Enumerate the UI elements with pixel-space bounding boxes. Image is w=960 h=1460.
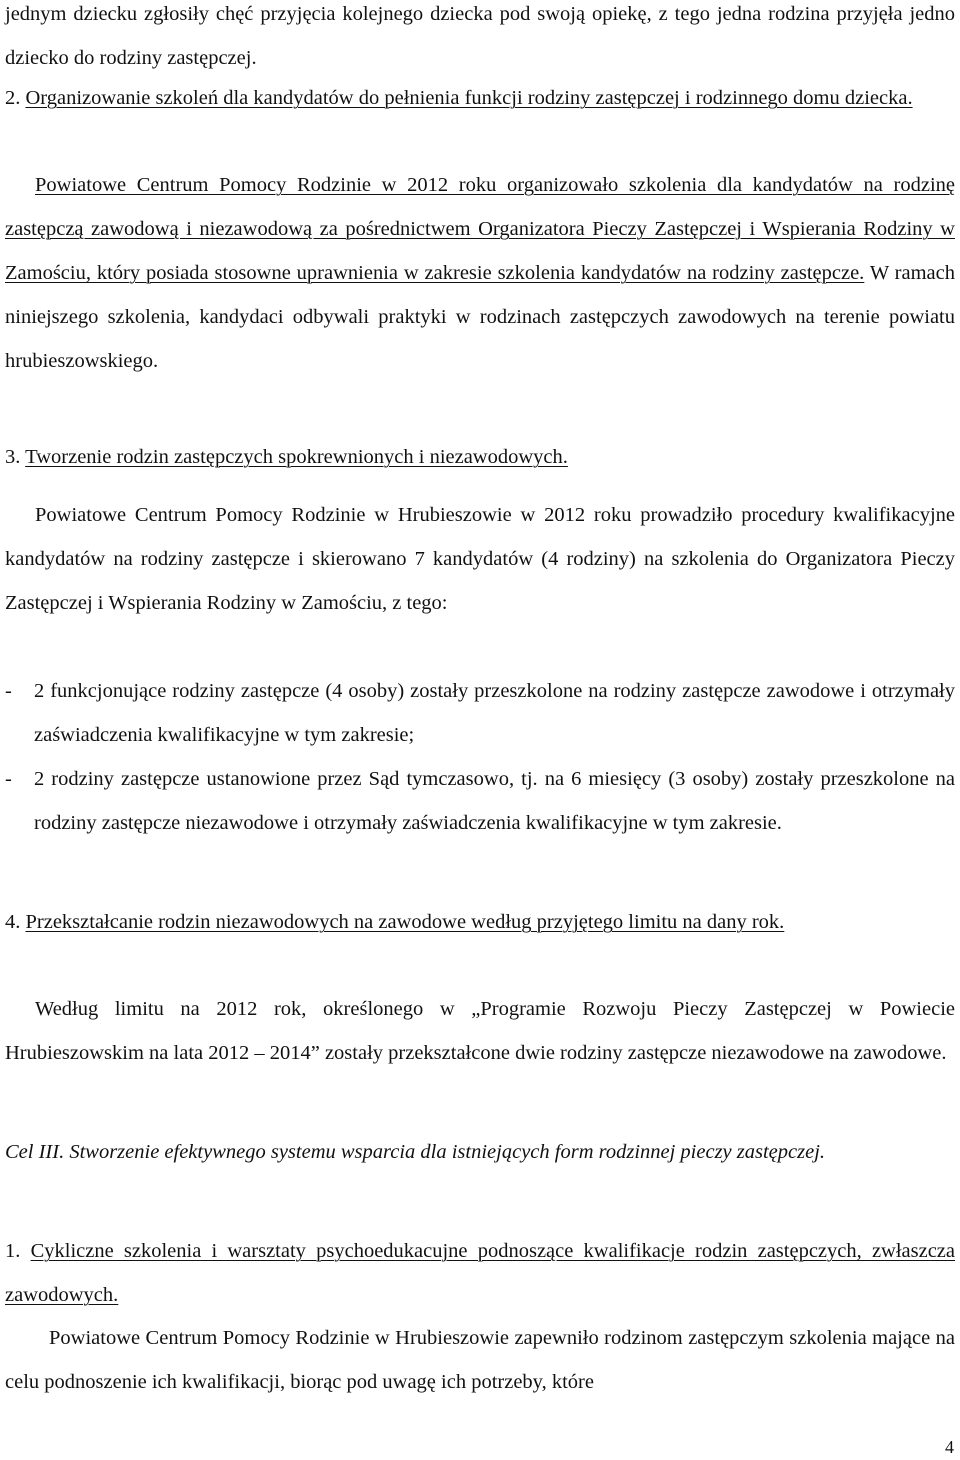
paragraph-training	[5, 163, 955, 383]
section-heading-1	[5, 1229, 955, 1317]
section-number-4: 4.	[5, 911, 26, 933]
list-item-1	[5, 669, 955, 757]
goal-heading: Cel III. Stworzenie efektywnego systemu wsparcia dla istniejących form rodzinnej pieczy zastępczej.	[5, 1141, 826, 1163]
section-number-1: 1.	[5, 1240, 31, 1262]
list-dash-2: -	[5, 768, 12, 790]
list-item-2	[5, 757, 955, 845]
section-title-1: Cykliczne szkolenia i warsztaty psychoedukacujne podnoszące kwalifikacje rodzin zastępczych, zwłaszcza zawodowych.	[5, 1240, 956, 1306]
paragraph-limit: Według limitu na 2012 rok, określonego w „Programie Rozwoju Pieczy Zastępczej w Powiecie Hrubieszowskim na lata 2012 – 2014” zostały przekształcone dwie rodziny zastępcze niezawodowe na zawodowe.	[5, 998, 955, 1064]
paragraph-training-rest: W ramach niniejszego szkolenia, kandydaci odbywali praktyki w rodzinach zastępczych zawodowych na terenie powiatu hrubieszowskiego.	[5, 262, 955, 372]
section-heading-2	[5, 76, 955, 120]
list-dash-1: -	[5, 680, 12, 702]
section-number-3: 3.	[5, 446, 26, 468]
list-item-2-text: 2 rodziny zastępcze ustanowione przez Sąd tymczasowo, tj. na 6 miesięcy (3 osoby) zostały przeszkolone na rodziny zastępcze niezawodowe i otrzymały zaświadczenia kwalifikacyjne w tym zakresie.	[34, 768, 955, 834]
section-title-2: Organizowanie szkoleń dla kandydatów do pełnienia funkcji rodziny zastępczej i rodzinnego domu dziecka.	[25, 87, 913, 109]
paragraph-intro: jednym dziecku zgłosiły chęć przyjęcia kolejnego dziecka pod swoją opiekę, z tego jedna rodzina przyjęła jedno dziecko do rodziny zastępczej.	[5, 3, 955, 69]
section-title-4: Przekształcanie rodzin niezawodowych na zawodowe według przyjętego limitu na dany rok.	[25, 911, 785, 933]
section-heading-3	[5, 435, 955, 479]
paragraph-workshops: Powiatowe Centrum Pomocy Rodzinie w Hrubieszowie zapewniło rodzinom zastępczym szkolenia mające na celu podnoszenie ich kwalifikacji, biorąc pod uwagę ich potrzeby, które	[5, 1327, 955, 1393]
page-number: 4	[945, 1437, 954, 1457]
paragraph-procedures: Powiatowe Centrum Pomocy Rodzinie w Hrubieszowie w 2012 roku prowadziło procedury kwalifikacyjne kandydatów na rodziny zastępcze i skierowano 7 kandydatów (4 rodziny) na szkolenia do Organizatora Pieczy Zastępczej i Wspierania Rodziny w Zamościu, z tego:	[5, 504, 955, 614]
section-number-2: 2.	[5, 87, 26, 109]
paragraph-training-underlined: Powiatowe Centrum Pomocy Rodzinie w 2012 roku organizowało szkolenia dla kandydatów na rodzinę zastępczą zawodową i niezawodową za pośrednictwem Organizatora Pieczy Zastępczej i Wspierania Rodziny w Zamościu, który posiada stosowne uprawnienia w zakresie szkolenia kandydatów na rodziny zastępcze.	[5, 174, 955, 284]
section-heading-4	[5, 900, 955, 944]
list-item-1-text: 2 funkcjonujące rodziny zastępcze (4 osoby) zostały przeszkolone na rodziny zastępcze zawodowe i otrzymały zaświadczenia kwalifikacyjne w tym zakresie;	[34, 680, 955, 746]
section-title-3: Tworzenie rodzin zastępczych spokrewnionych i niezawodowych.	[25, 446, 568, 468]
